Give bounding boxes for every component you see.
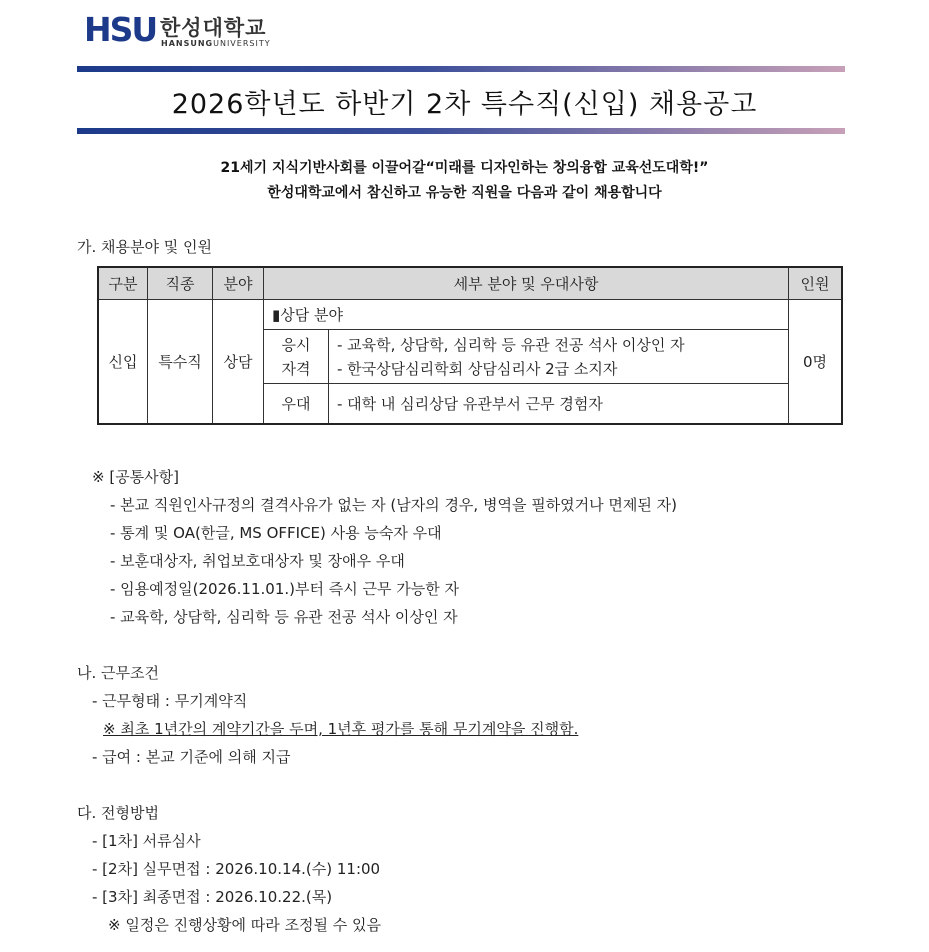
section-c-heading: 다. 전형방법 [77,804,159,822]
process-step: - [1차] 서류심사 [92,832,201,850]
header-field: 분야 [213,267,264,300]
page-title: 2026학년도 하반기 2차 특수직(신입) 채용공고 [171,89,758,120]
intro-line-2: 한성대학교에서 참신하고 유능한 직원을 다음과 같이 채용합니다 [267,185,662,201]
table-header-row [98,267,842,300]
recruitment-table [97,266,843,425]
university-logo [84,10,284,50]
cell-qual-label: 응시 자격 [264,330,329,384]
cell-pref-label: 우대 [264,384,329,424]
cell-job-type: 특수직 [148,300,213,424]
table-row [98,300,842,330]
cell-detail-title: ▮상담 분야 [264,300,789,330]
header-detail: 세부 분야 및 우대사항 [264,267,789,300]
section-b-heading: 나. 근무조건 [77,664,159,682]
schedule-note: ※ 일정은 진행상황에 따라 조정될 수 있음 [108,916,382,934]
logo-name-kr: 한성대학교 [160,16,267,40]
cell-count: 0명 [789,300,843,424]
work-type: - 근무형태 : 무기계약직 [92,692,248,710]
intro-line-1: 21세기 지식기반사회를 이끌어갈“미래를 디자인하는 창의융합 교육선도대학!” [220,160,709,176]
cell-qualifications [329,330,789,384]
pay: - 급여 : 본교 기준에 의해 지급 [92,748,291,766]
title-bottom-bar [77,128,845,134]
section-a-heading: 가. 채용분야 및 인원 [77,238,212,256]
common-item: - 본교 직원인사규정의 결격사유가 없는 자 (남자의 경우, 병역을 필하였거나 면제된 자) [110,496,677,514]
contract-note: ※ 최초 1년간의 계약기간을 두며, 1년후 평가를 통해 무기계약을 진행함. [103,720,579,738]
logo-mark: HSU [84,10,157,49]
common-item: - 보훈대상자, 취업보호대상자 및 장애우 우대 [110,552,405,570]
qualification-item: - 교육학, 상담학, 심리학 등 유관 전공 석사 이상인 자 [337,335,685,354]
common-item: - 통계 및 OA(한글, MS OFFICE) 사용 능숙자 우대 [110,524,442,542]
logo-name-en: HANSUNGUNIVERSITY [161,39,271,48]
title-top-bar [77,66,845,72]
qualification-item: - 한국상담심리학회 상담심리사 2급 소지자 [337,359,618,378]
common-item: - 교육학, 상담학, 심리학 등 유관 전공 석사 이상인 자 [110,608,458,626]
header-job-type: 직종 [148,267,213,300]
process-step: - [3차] 최종면접 : 2026.10.22.(목) [92,888,333,906]
cell-category: 신입 [98,300,148,424]
cell-field: 상담 [213,300,264,424]
common-item: - 임용예정일(2026.11.01.)부터 즉시 근무 가능한 자 [110,580,459,598]
common-heading: ※ [공통사항] [92,468,180,486]
header-count: 인원 [789,267,843,300]
cell-preference: - 대학 내 심리상담 유관부서 근무 경험자 [329,384,789,424]
process-step: - [2차] 실무면접 : 2026.10.14.(수) 11:00 [92,860,381,878]
header-category: 구분 [98,267,148,300]
